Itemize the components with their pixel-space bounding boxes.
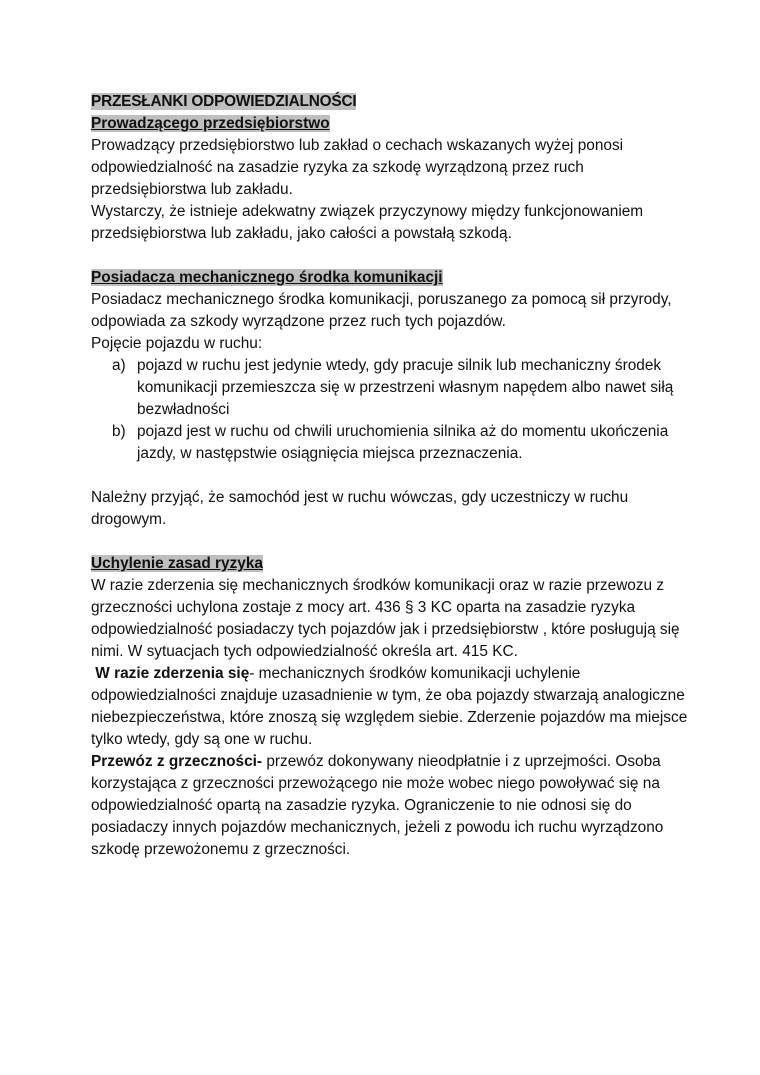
spacer <box>91 465 701 487</box>
paragraph: Należny przyjąć, że samochód jest w ruchu wówczas, gdy uczestniczy w ruchu drogowym. <box>91 489 629 528</box>
paragraph: Pojęcie pojazdu w ruchu: <box>91 335 263 352</box>
paragraph: Przewóz z grzeczności- przewóz dokonywany nieodpłatnie i z uprzejmości. Osoba korzystająca z grzeczności przewożącego nie może wobec niego powoływać się na odpowiedzialność opartą na zasadzie ryzyka. Ograniczenie to nie odnosi się do posiadaczy innych pojazdów mechanicznych, jeżeli z powodu ich ruchu wyrządzono szkodę przewożonemu z grzeczności. <box>91 753 664 858</box>
list-marker: b) <box>112 423 126 440</box>
paragraph: Posiadacz mechanicznego środka komunikacji, poruszanego za pomocą sił przyrody, odpowiada za szkody wyrządzone przez ruch tych pojazdów. <box>91 291 672 330</box>
list-item <box>91 355 701 421</box>
paragraph: Wystarczy, że istnieje adekwatny związek przyczynowy między funkcjonowaniem przedsiębiorstwa lub zakładu, jako całości a powstałą szkodą. <box>91 203 644 242</box>
section-heading: Uchylenie zasad ryzyka <box>91 555 263 572</box>
paragraph: W razie zderzenia się mechanicznych środków komunikacji oraz w razie przewozu z grzeczności uchylona zostaje z mocy art. 436 § 3 KC oparta na zasadzie ryzyka odpowiedzialność posiadaczy tych pojazdów jak i przedsiębiorstw , które posługują się nimi. W sytuacjach tych odpowiedzialność określa art. 415 KC. <box>91 577 680 660</box>
paragraph: Prowadzący przedsiębiorstwo lub zakład o cechach wskazanych wyżej ponosi odpowiedzialność na zasadzie ryzyka za szkodę wyrządzoną przez ruch przedsiębiorstwa lub zakładu. <box>91 137 624 198</box>
list-item <box>91 421 701 465</box>
list-item-text: pojazd jest w ruchu od chwili uruchomienia silnika aż do momentu ukończenia jazdy, w następstwie osiągnięcia miejsca przeznaczenia. <box>137 423 669 462</box>
section-subtitle: Prowadzącego przedsiębiorstwo <box>91 115 330 132</box>
bold-lead: Przewóz z grzeczności- <box>91 753 263 770</box>
paragraph: W razie zderzenia się- mechanicznych środków komunikacji uchylenie odpowiedzialności znajduje uzasadnienie w tym, że oba pojazdy stwarzają analogiczne niebezpieczeństwa, które znoszą się względem siebie. Zderzenie pojazdów ma miejsce tylko wtedy, gdy są one w ruchu. <box>91 665 688 748</box>
spacer <box>91 531 701 553</box>
definition-list <box>91 355 701 465</box>
list-marker: a) <box>112 357 126 374</box>
section-title: PRZESŁANKI ODPOWIEDZIALNOŚCI <box>91 93 357 110</box>
document-body <box>91 91 701 861</box>
spacer <box>91 245 701 267</box>
list-item-text: pojazd w ruchu jest jedynie wtedy, gdy pracuje silnik lub mechaniczny środek komunikacji przemieszcza się w przestrzeni własnym napędem albo nawet siłą bezwładności <box>137 357 674 418</box>
section-heading: Posiadacza mechanicznego środka komunikacji <box>91 269 443 286</box>
bold-lead: W razie zderzenia się <box>95 665 250 682</box>
